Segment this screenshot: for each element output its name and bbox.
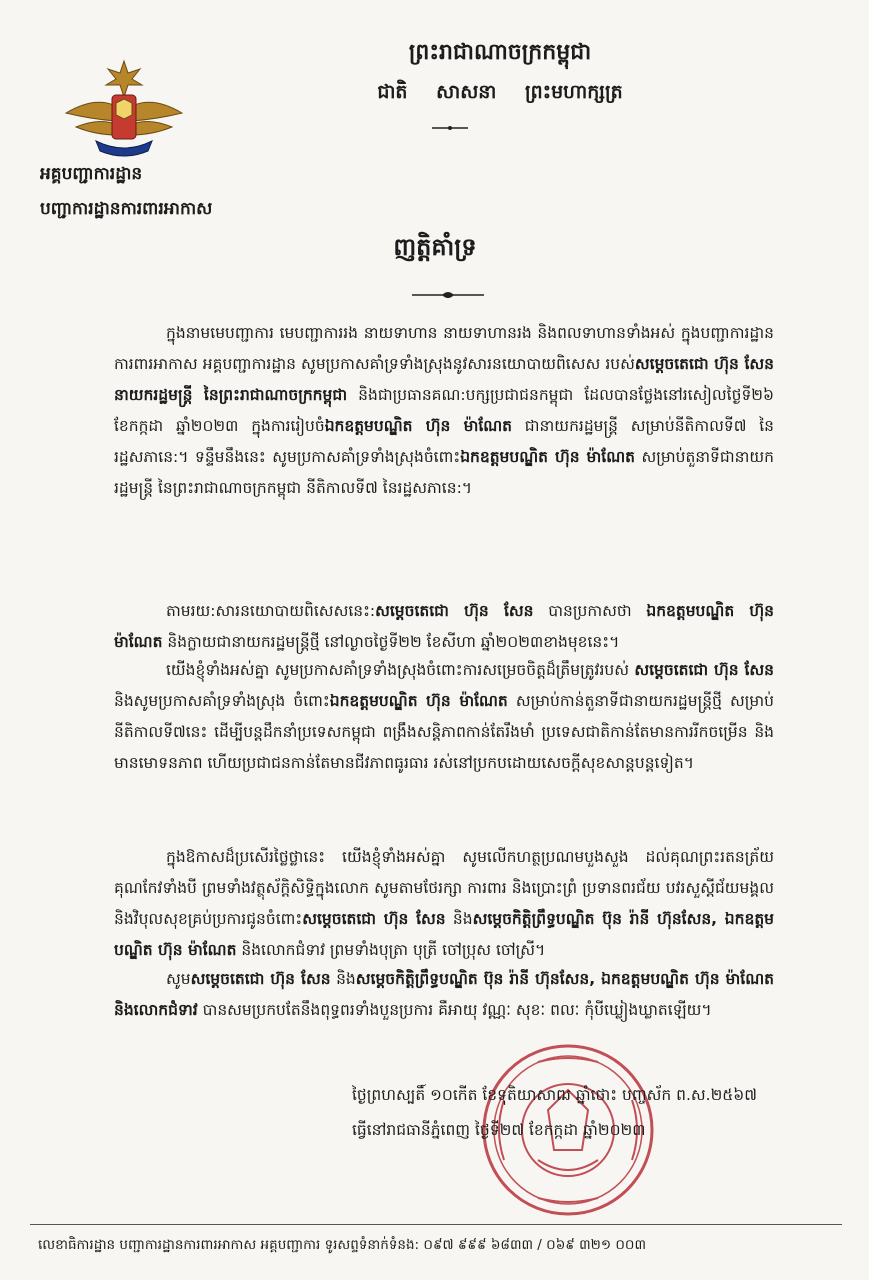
page-title: ញត្តិគាំទ្រ — [393, 233, 477, 261]
org-name-general-command: អគ្គបញ្ជាការដ្ឋាន — [40, 164, 143, 184]
footer-divider — [30, 1224, 842, 1225]
bold-text: សម្តេចតេជោ ហ៊ុន សែន — [302, 910, 446, 928]
text: យើងខ្ញុំទាំងអស់គ្នា សូមប្រកាសគាំទ្រទាំងស្រុងចំពោះការសម្រេចចិត្តដ៏ត្រឹមត្រូវរបស់ — [166, 661, 635, 679]
footer-contact: លេខាធិការដ្ឋាន បញ្ជាការដ្ឋានការពារអាកាស អគ្គបញ្ជាការ ទូរសព្ទទំនាក់ទំនង: ០៩៧ ៩៩៩ ៦៨៣៣ / ០៦៩ ៣២១ ០០៣ — [38, 1237, 647, 1253]
paragraph-2 — [114, 596, 774, 658]
title-ornament-icon — [408, 288, 488, 302]
text: ជានាយករដ្ឋមន្ត្រី សម្រាប់នីតិកាលទី៧ នៃរដ្ឋសភានេ:។ ទន្ទឹមនឹងនេះ សូមប្រកាសគាំទ្រទាំងស្រុងចំពោះ — [114, 417, 774, 466]
org-name-air-defense: បញ្ជាការដ្ឋានការពារអាកាស — [40, 199, 213, 219]
bold-text: សម្តេចតេជោ ហ៊ុន សែន នាយករដ្ឋមន្ត្រី នៃព្រះរាជាណាចក្រកម្ពុជា — [114, 355, 774, 404]
bold-text: សម្តេចកិត្តិព្រឹទ្ធបណ្ឌិត ប៊ុន រ៉ានី ហ៊ុនសែន, ឯកឧត្តមបណ្ឌិត ហ៊ុន ម៉ាណែត — [114, 910, 774, 959]
text: សម្រាប់កាន់តួនាទីជានាយករដ្ឋមន្ត្រីថ្មី សម្រាប់នីតិកាលទី៧នេះ ដើម្បីបន្តដឹកនាំប្រទេសកម្ពុជា ពង្រឹងសន្តិភាពកាន់តែរឹងមាំ ប្រទេសជាតិកាន់តែមានការរីកចម្រើន និងមានមោទនភាព ហើយប្រជាជនកាន់តែមានជីវភាពធូរធារ រស់នៅប្រកបដោយសេចក្តីសុខសាន្តបន្តទៀត។ — [114, 692, 775, 772]
text: តាមរយ:សារនយោបាយពិសេសនេះ: — [166, 602, 376, 620]
bold-text: សម្តេចកិត្តិព្រឹទ្ធបណ្ឌិត ប៊ុន រ៉ានី ហ៊ុនសែន, ឯកឧត្តមបណ្ឌិត ហ៊ុន ម៉ាណែត និងលោកជំទាវ — [114, 970, 774, 1019]
paragraph-4 — [114, 842, 774, 966]
bold-text: ឯកឧត្តមបណ្ឌិត ហ៊ុន ម៉ាណែត — [329, 692, 508, 710]
bold-text: សម្តេចតេជោ ហ៊ុន សែន — [375, 602, 534, 620]
text: ក្នុងនាមមេបញ្ជាការ មេបញ្ជាការរង នាយទាហាន នាយទាហានរង និងពលទាហានទាំងអស់ ក្នុងបញ្ជាការដ្ឋានការពារអាកាស អគ្គបញ្ជាការដ្ឋាន សូមប្រកាសគាំទ្រទាំងស្រុងនូវសារនយោបាយពិសេស របស់ — [114, 324, 774, 373]
text: និងសូមប្រកាសគាំទ្រទាំងស្រុង ចំពោះ — [114, 692, 330, 710]
text: និងលោកជំទាវ ព្រមទាំងបុត្រា បុត្រី ចៅប្រុស ចៅស្រី។ — [236, 941, 546, 959]
national-motto: ជាតិ សាសនា ព្រះមហាក្សត្រ — [377, 81, 623, 103]
military-emblem-icon — [56, 55, 192, 165]
bold-text: ឯកឧត្តមបណ្ឌិត ហ៊ុន ម៉ាណែត — [324, 417, 513, 435]
bold-text: សម្តេចតេជោ ហ៊ុន សែន — [634, 661, 775, 679]
text: បានប្រកាសថា — [533, 602, 647, 620]
place-date-line: ធ្វើនៅរាជធានីភ្នំពេញ ថ្ងៃទី២៧ ខែកក្កដា ឆ្នាំ២០២៣ — [352, 1121, 646, 1139]
text: និង — [445, 910, 473, 928]
text: និងជាប្រធានគណ:បក្សប្រជាជនកម្ពុជា ដែលបានថ្លែងនៅរសៀលថ្ងៃទី២៦ ខែកក្កដា ឆ្នាំ២០២៣ ក្នុងការរៀបចំ — [114, 386, 774, 435]
paragraph-1 — [114, 318, 774, 504]
text: និង — [330, 970, 356, 988]
kingdom-heading: ព្រះរាជាណាចក្រកម្ពុជា — [408, 40, 592, 65]
paragraph-5 — [114, 964, 774, 1026]
text: សម្រាប់តួនាទីជានាយករដ្ឋមន្ត្រី នៃព្រះរាជាណាចក្រកម្ពុជា នីតិកាលទី៧ នៃរដ្ឋសភានេ:។ — [114, 448, 775, 497]
text: បានសមប្រកបតែនឹងពុទ្ធពរទាំងបួនប្រការ គឺអាយុ វណ្ណៈ សុខៈ ពលៈ កុំបីឃ្លៀងឃ្លាតឡើយ។ — [197, 1001, 712, 1019]
bold-text: ឯកឧត្តមបណ្ឌិត ហ៊ុន ម៉ាណែត — [460, 448, 635, 466]
text: ក្នុងឱកាសដ៏ប្រសើរថ្លៃថ្លានេះ យើងខ្ញុំទាំងអស់គ្នា សូមលើកហត្ថប្រណមបួងសួង ដល់គុណព្រះរតនត្រ័យគុណកែវទាំងបី ព្រមទាំងវត្ថុស័ក្តិសិទ្ធិក្នុងលោក សូមតាមថែរក្សា ការពារ និងប្រោះព្រំ ប្រទានពរជ័យ បវរសួស្តីជ័យមង្គល និងវិបុលសុខគ្រប់ប្រការជូនចំពោះ — [114, 848, 774, 928]
bold-text: ឯកឧត្តមបណ្ឌិត ហ៊ុន ម៉ាណែត — [114, 602, 774, 651]
lunar-date-line: ថ្ងៃព្រហស្បតិ៍ ១០កើត ខែទុតិយាសាឍ ឆ្នាំថោះ បញ្ចស័ក ព.ស.២៥៦៧ — [352, 1086, 757, 1104]
text: សូម — [166, 970, 191, 988]
text: និងក្លាយជានាយករដ្ឋមន្ត្រីថ្មី នៅល្ងាចថ្ងៃទី២២ ខែសីហា ឆ្នាំ២០២៣ខាងមុខនេះ។ — [162, 633, 620, 651]
bold-text: សម្តេចតេជោ ហ៊ុន សែន — [190, 970, 331, 988]
divider-ornament-icon — [430, 123, 470, 133]
paragraph-3 — [114, 655, 774, 779]
